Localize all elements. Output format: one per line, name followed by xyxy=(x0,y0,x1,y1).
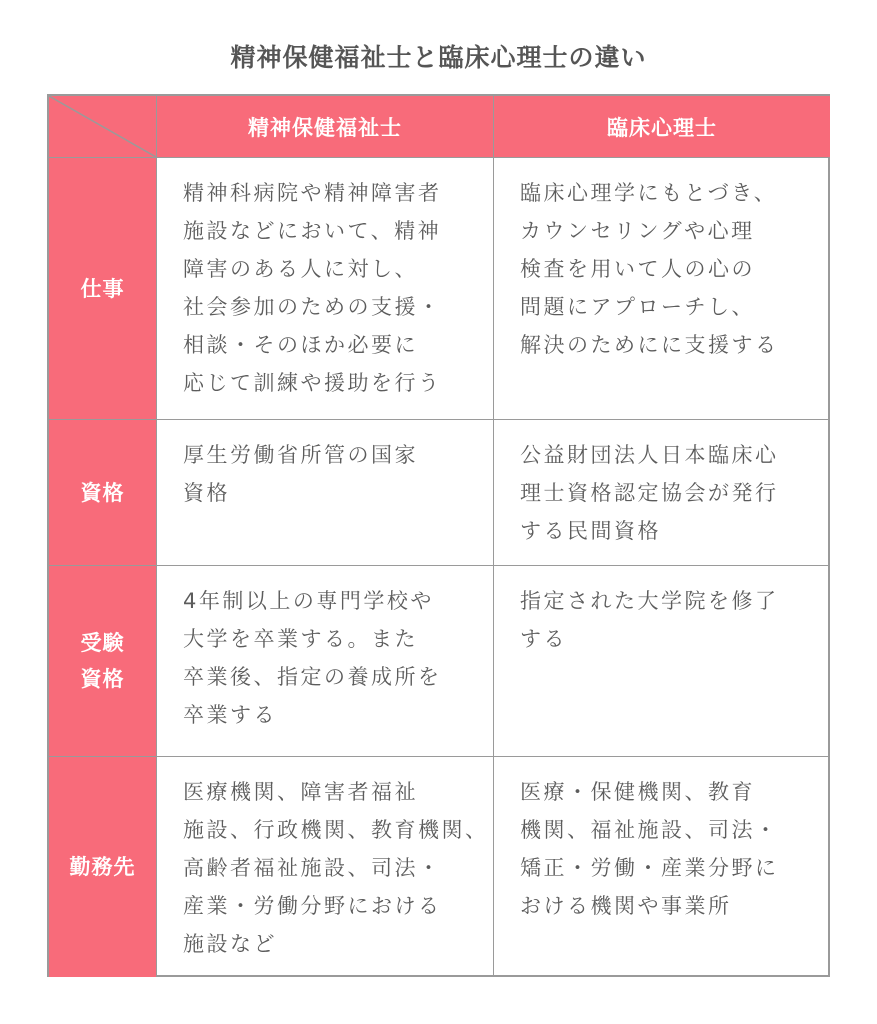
text-line: 検査を用いて人の心の xyxy=(520,257,755,281)
text-line: 精神科病院や精神障害者 xyxy=(183,181,442,205)
text-line: 応じて訓練や援助を行う xyxy=(183,371,442,395)
text-line: 矯正・労働・産業分野に xyxy=(520,856,779,880)
row-header-exam-eligibility xyxy=(49,566,157,757)
cell-work-cp xyxy=(494,158,830,420)
column-header-cp: 臨床心理士 xyxy=(494,96,830,158)
row-header-line: 仕事 xyxy=(80,276,125,301)
text-line: 解決のためにに支援する xyxy=(520,333,779,357)
text-line: 臨床心理学にもとづき、 xyxy=(520,181,778,205)
cell-exam-eligibility-cp xyxy=(494,566,830,757)
text-line: 高齢者福祉施設、司法・ xyxy=(183,856,442,880)
text-line: 産業・労働分野における xyxy=(183,894,442,918)
text-line: 問題にアプローチし、 xyxy=(520,295,755,319)
text-line: 障害のある人に対し、 xyxy=(183,257,418,281)
text-line: カウンセリングや心理 xyxy=(520,219,755,243)
row-header-line: 受験 xyxy=(80,631,125,655)
text-line: する民間資格 xyxy=(520,519,661,543)
row-header-line: 資格 xyxy=(80,667,125,691)
row-header-line: 勤務先 xyxy=(69,855,136,879)
cell-work-psw xyxy=(157,158,494,420)
row-header-qualification xyxy=(49,420,157,566)
text-line: 卒業後、指定の養成所を xyxy=(183,665,442,689)
text-line: 厚生労働省所管の国家 xyxy=(183,443,418,467)
text-line: 大学を卒業する。また xyxy=(183,627,418,651)
text-line: おける機関や事業所 xyxy=(520,894,732,918)
text-line: 理士資格認定協会が発行 xyxy=(520,481,779,505)
cell-workplace-psw xyxy=(157,757,494,977)
text-line: 資格 xyxy=(183,481,230,505)
text-line: 相談・そのほか必要に xyxy=(183,333,418,357)
text-line: 施設、行政機関、教育機関、 xyxy=(183,818,489,842)
text-line: 機関、福祉施設、司法・ xyxy=(520,818,779,842)
cell-exam-eligibility-psw xyxy=(157,566,494,757)
corner-cell xyxy=(49,96,157,158)
text-line: 医療機関、障害者福祉 xyxy=(183,780,418,804)
row-header-line: 資格 xyxy=(80,480,125,505)
page-title: 精神保健福祉士と臨床心理士の違い xyxy=(230,43,647,72)
cell-qualification-psw xyxy=(157,420,494,566)
text-line: 指定された大学院を修了 xyxy=(520,589,779,613)
cell-workplace-cp xyxy=(494,757,830,977)
text-line: 社会参加のための支援・ xyxy=(183,295,442,319)
text-line: 医療・保健機関、教育 xyxy=(520,780,755,804)
text-line: する xyxy=(520,627,567,651)
text-line: 公益財団法人日本臨床心 xyxy=(520,443,779,467)
text-line: 4年制以上の専門学校や xyxy=(183,589,434,613)
comparison-table xyxy=(47,94,830,977)
text-line: 卒業する xyxy=(183,703,277,727)
cell-qualification-cp xyxy=(494,420,830,566)
text-line: 施設など xyxy=(183,932,277,956)
diagonal-divider xyxy=(49,96,156,157)
text-line: 施設などにおいて、精神 xyxy=(183,219,442,243)
row-header-work xyxy=(49,158,157,420)
row-header-workplace xyxy=(49,757,157,977)
column-header-psw: 精神保健福祉士 xyxy=(157,96,494,158)
